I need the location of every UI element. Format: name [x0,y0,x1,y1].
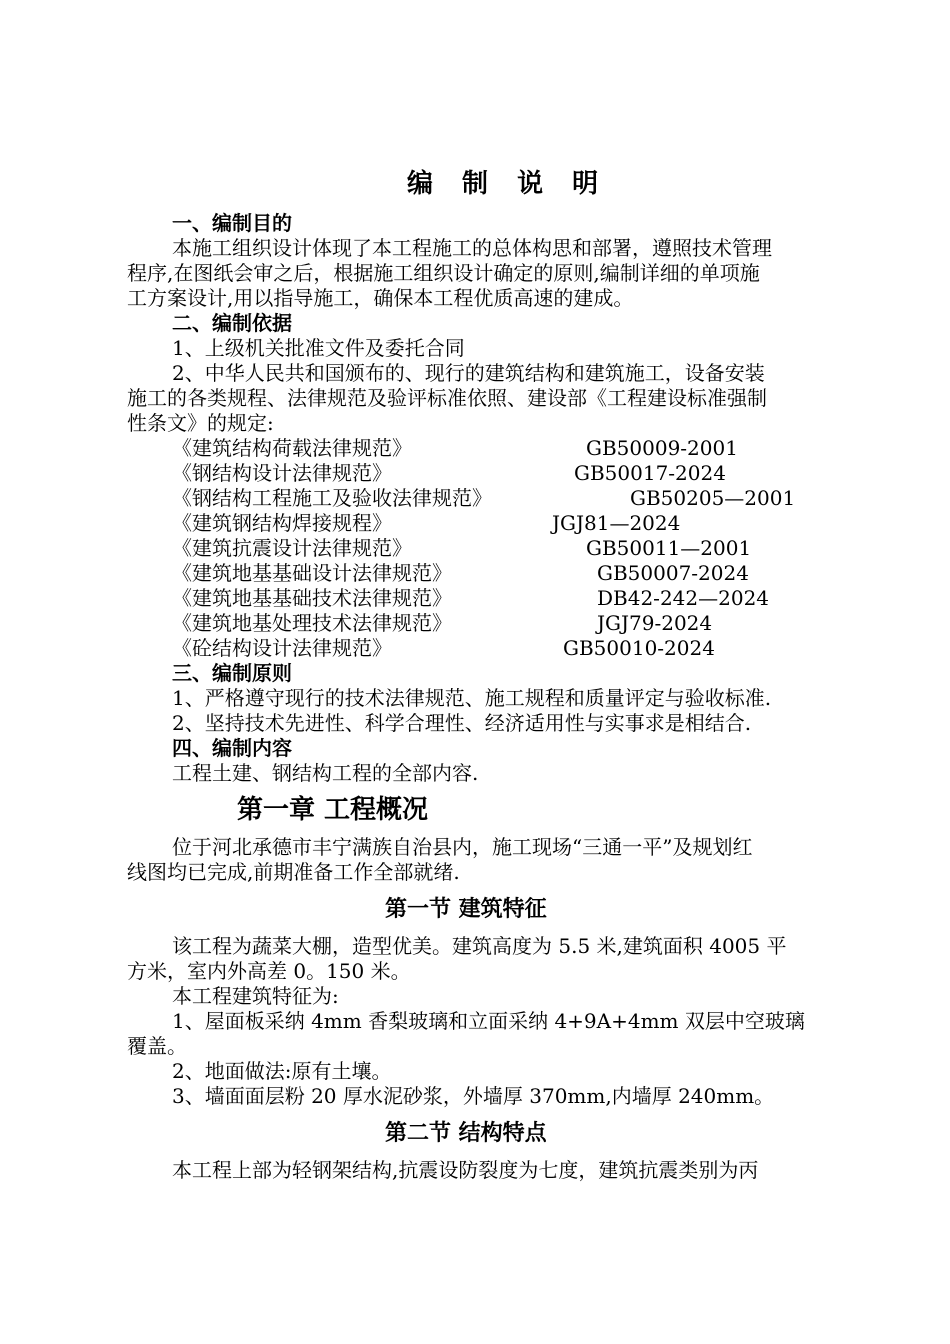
standard-name: 《钢结构工程施工及验收法律规范》 [172,486,492,510]
paragraph-line: 工方案设计,用以指导施工，确保本工程优质高速的建成。 [127,286,634,310]
standard-code: GB50205—2001 [630,486,796,510]
list-item: 2、地面做法:原有土壤。 [172,1059,392,1083]
standard-code: JGJ79-2024 [597,611,713,635]
list-item: 3、墙面面层粉 20 厚水泥砂浆，外墙厚 370mm,内墙厚 240mm。 [172,1084,775,1108]
standard-code: GB50009-2001 [586,436,738,460]
paragraph-line: 程序,在图纸会审之后，根据施工组织设计确定的原则,编制详细的单项施 [127,261,760,285]
standard-code: GB50011—2001 [586,536,752,560]
standard-name: 《砼结构设计法律规范》 [172,636,392,660]
standard-code: DB42-242—2024 [597,586,770,610]
standard-code: GB50010-2024 [563,636,715,660]
section-heading-content: 四、编制内容 [172,736,292,760]
standard-code: JGJ81—2024 [552,511,681,535]
paragraph-line: 2、中华人民共和国颁布的、现行的建筑结构和建筑施工，设备安装 [172,361,765,385]
standard-name: 《建筑抗震设计法律规范》 [172,536,412,560]
chapter-title: 第一章 工程概况 [237,795,429,825]
list-item: 1、上级机关批准文件及委托合同 [172,336,465,360]
paragraph-line: 施工的各类规程、法律规范及验评标准依照、建设部《工程建设标准强制 [127,386,767,410]
document-title: 编 制 说 明 [407,169,609,199]
section-title: 第一节 建筑特征 [385,897,547,922]
section-heading-basis: 二、编制依据 [172,311,292,335]
paragraph-line: 位于河北承德市丰宁满族自治县内，施工现场“三通一平”及规划红 [172,835,753,859]
section-heading-principles: 三、编制原则 [172,661,292,685]
paragraph-line: 方米，室内外高差 0。150 米。 [127,959,411,983]
standard-name: 《钢结构设计法律规范》 [172,461,392,485]
standard-name: 《建筑地基基础设计法律规范》 [172,561,452,585]
paragraph-line: 性条文》的规定: [127,411,274,435]
paragraph-line: 线图均已完成,前期准备工作全部就绪. [127,860,460,884]
standard-code: GB50017-2024 [574,461,726,485]
standard-name: 《建筑地基处理技术法律规范》 [172,611,452,635]
standard-name: 《建筑地基基础技术法律规范》 [172,586,452,610]
standard-code: GB50007-2024 [597,561,749,585]
section-title: 第二节 结构特点 [385,1121,547,1146]
paragraph-line: 本工程建筑特征为: [172,984,339,1008]
paragraph-line: 工程土建、钢结构工程的全部内容. [172,761,479,785]
standard-name: 《建筑结构荷载法律规范》 [172,436,412,460]
paragraph-line: 本施工组织设计体现了本工程施工的总体构思和部署，遵照技术管理 [172,236,772,260]
standard-name: 《建筑钢结构焊接规程》 [172,511,392,535]
section-heading-purpose: 一、编制目的 [172,211,292,235]
paragraph-line: 覆盖。 [127,1034,187,1058]
list-item: 2、坚持技术先进性、科学合理性、经济适用性与实事求是相结合. [172,711,752,735]
paragraph-line: 本工程上部为轻钢架结构,抗震设防裂度为七度，建筑抗震类别为丙 [172,1158,759,1182]
list-item: 1、严格遵守现行的技术法律规范、施工规程和质量评定与验收标准. [172,686,772,710]
list-item: 1、屋面板采纳 4mm 香梨玻璃和立面采纳 4+9A+4mm 双层中空玻璃 [172,1009,805,1033]
paragraph-line: 该工程为蔬菜大棚，造型优美。建筑高度为 5.5 米,建筑面积 4005 平 [172,934,787,958]
